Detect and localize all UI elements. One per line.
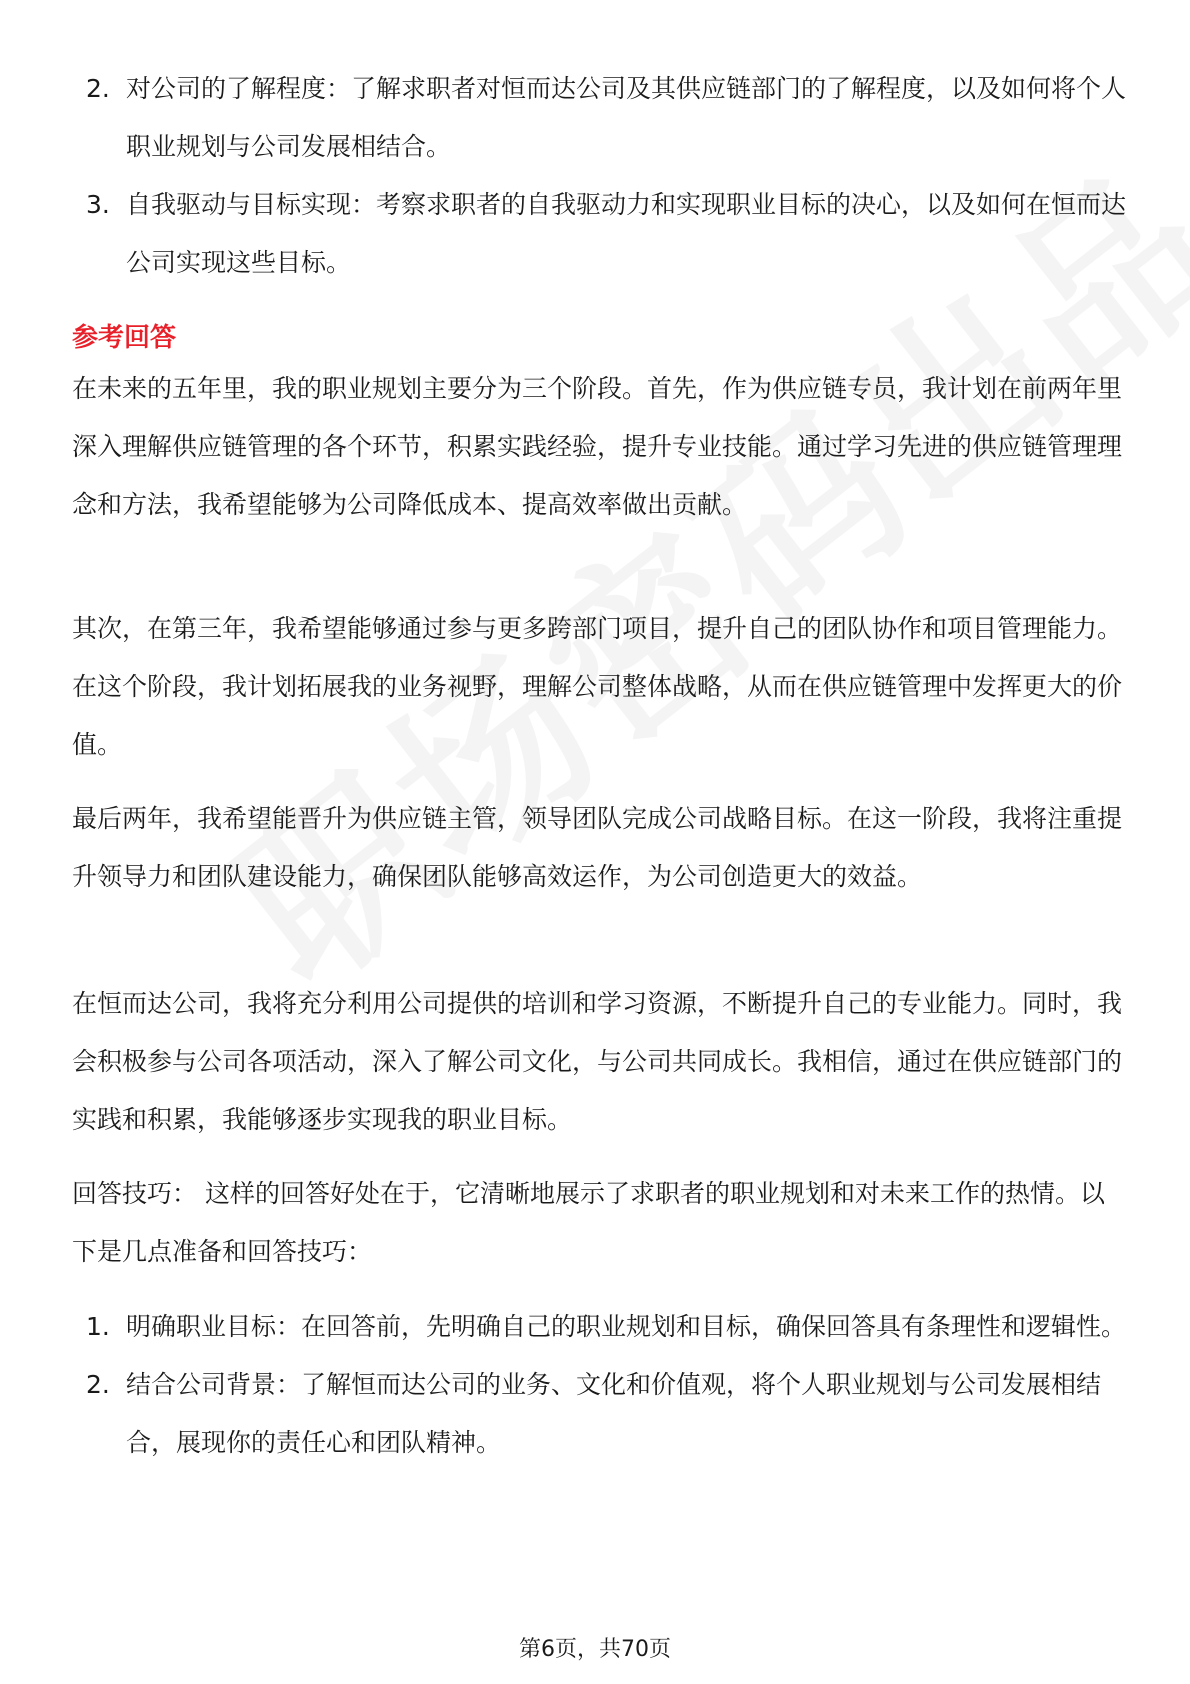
list-text: 自我驱动与目标实现：考察求职者的自我驱动力和实现职业目标的决心，以及如何在恒而达公司实现这些目标。 [126, 190, 1127, 277]
top-numbered-list [86, 60, 1126, 292]
paragraph: 回答技巧： 这样的回答好处在于，它清晰地展示了求职者的职业规划和对未来工作的热情。以下是几点准备和回答技巧： [72, 1179, 1105, 1266]
paragraph: 最后两年，我希望能晋升为供应链主管，领导团队完成公司战略目标。在这一阶段，我将注重提升领导力和团队建设能力，确保团队能够高效运作，为公司创造更大的效益。 [72, 804, 1123, 891]
list-number: 2. [86, 74, 110, 103]
paragraph: 在未来的五年里，我的职业规划主要分为三个阶段。首先，作为供应链专员，我计划在前两年里深入理解供应链管理的各个环节，积累实践经验，提升专业技能。通过学习先进的供应链管理理念和方法，我希望能够为公司降低成本、提高效率做出贡献。 [72, 374, 1123, 519]
bottom-numbered-list [86, 1298, 1126, 1472]
paragraph: 其次，在第三年，我希望能够通过参与更多跨部门项目，提升自己的团队协作和项目管理能力。在这个阶段，我计划拓展我的业务视野，理解公司整体战略，从而在供应链管理中发挥更大的价值。 [72, 614, 1123, 759]
list-item [86, 176, 1126, 292]
list-number: 2. [86, 1370, 110, 1399]
list-text: 结合公司背景：了解恒而达公司的业务、文化和价值观，将个人职业规划与公司发展相结合，展现你的责任心和团队精神。 [126, 1370, 1102, 1457]
list-item [86, 1298, 1126, 1356]
list-number: 3. [86, 190, 110, 219]
list-item [86, 60, 1126, 176]
list-item [86, 1356, 1126, 1472]
paragraph: 在恒而达公司，我将充分利用公司提供的培训和学习资源，不断提升自己的专业能力。同时，我会积极参与公司各项活动，深入了解公司文化，与公司共同成长。我相信，通过在供应链部门的实践和积累，我能够逐步实现我的职业目标。 [72, 989, 1123, 1134]
page-footer: 第6页，共70页 [519, 1637, 671, 1662]
list-text: 明确职业目标：在回答前，先明确自己的职业规划和目标，确保回答具有条理性和逻辑性。 [126, 1312, 1127, 1341]
section-heading: 参考回答 [72, 323, 177, 353]
list-number: 1. [86, 1312, 110, 1341]
list-text: 对公司的了解程度：了解求职者对恒而达公司及其供应链部门的了解程度，以及如何将个人职业规划与公司发展相结合。 [126, 74, 1127, 161]
